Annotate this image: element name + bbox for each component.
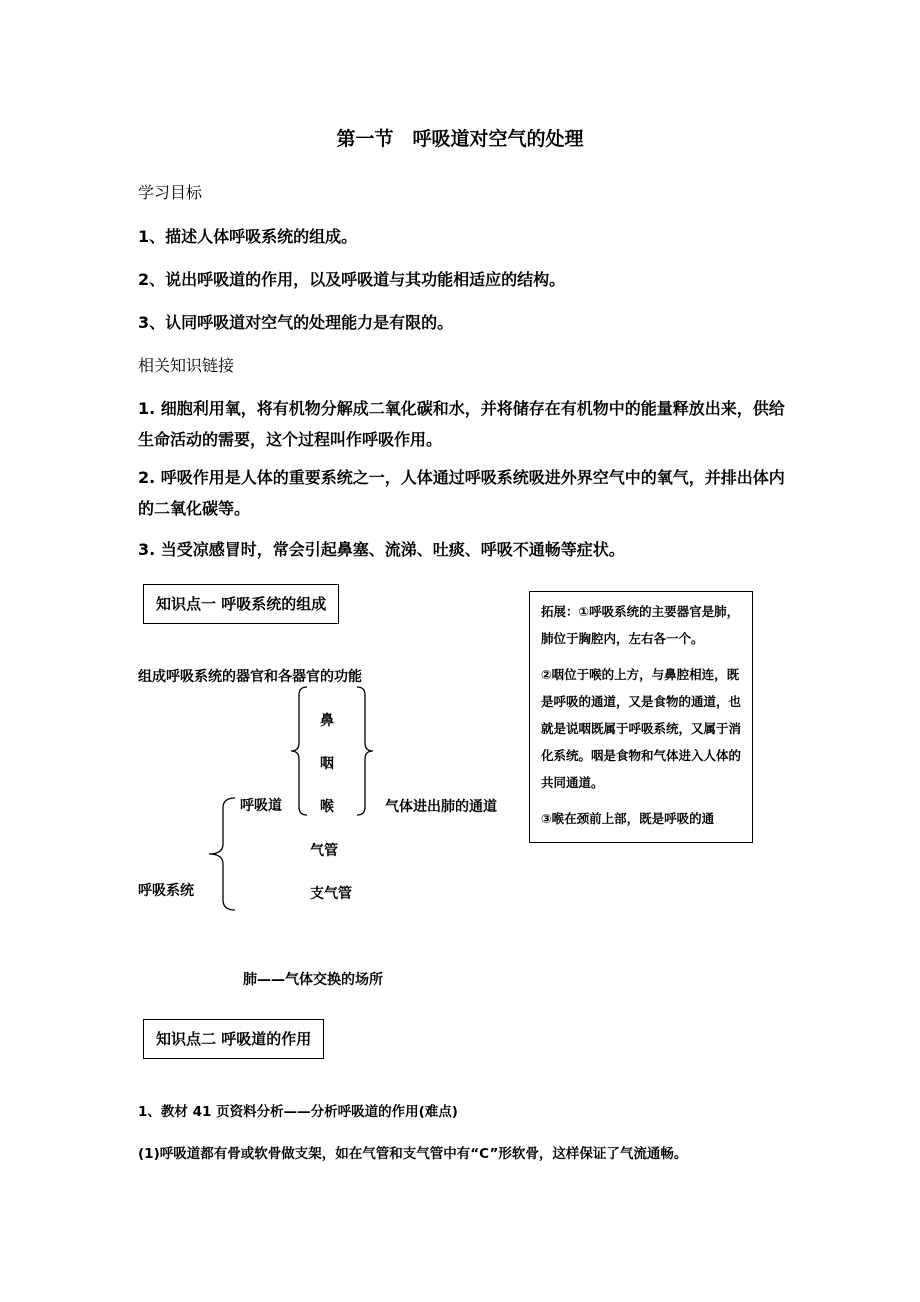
tract-brace-left (289, 685, 307, 817)
diagram-organ-larynx: 喉 (320, 799, 334, 815)
diagram-organ-pharynx: 咽 (320, 756, 334, 772)
objective-item: 3、认同呼吸道对空气的处理能力是有限的。 (138, 313, 454, 332)
diagram-lung-label: 肺——气体交换的场所 (243, 972, 383, 988)
tract-brace-right (357, 685, 375, 817)
knowledge-links-heading: 相关知识链接 (138, 356, 235, 375)
diagram-tract-function: 气体进出肺的通道 (385, 799, 497, 815)
diagram-caption: 组成呼吸系统的器官和各器官的功能 (138, 669, 362, 685)
knowledge-link-item: 1. 细胞利用氧，将有机物分解成二氧化碳和水，并将储存在有机物中的能量释放出来，供给生命活动的需要，这个过程叫作呼吸作用。 (138, 399, 785, 449)
diagram-organ-nose: 鼻 (320, 713, 334, 729)
extension-paragraph: ③喉在颈前上部，既是呼吸的通 (541, 811, 715, 826)
knowledge-link-item: 3. 当受凉感冒时，常会引起鼻塞、流涕、吐痰、呼吸不通畅等症状。 (138, 540, 625, 559)
knowledge-link-item: 2. 呼吸作用是人体的重要系统之一，人体通过呼吸系统吸进外界空气中的氧气，并排出体内的二氧化碳等。 (138, 468, 785, 518)
diagram-tract-label: 呼吸道 (240, 798, 282, 814)
page-title: 第一节 呼吸道对空气的处理 (336, 128, 584, 150)
point2-item-1-sub: (1)呼吸道都有骨或软骨做支架，如在气管和支气管中有“C”形软骨，这样保证了气流通畅。 (138, 1146, 688, 1162)
objective-item: 2、说出呼吸道的作用，以及呼吸道与其功能相适应的结构。 (138, 270, 566, 289)
diagram-organ-bronchi: 支气管 (310, 886, 352, 902)
extension-box (529, 591, 753, 843)
extension-paragraph: 拓展：①呼吸系统的主要器官是肺，肺位于胸腔内，左右各一个。 (541, 604, 740, 646)
diagram-organ-trachea: 气管 (310, 843, 338, 859)
objective-item: 1、描述人体呼吸系统的组成。 (138, 227, 358, 246)
point2-item-1: 1、教材 41 页资料分析——分析呼吸道的作用(难点) (138, 1104, 458, 1120)
extension-paragraph: ②咽位于喉的上方，与鼻腔相连，既是呼吸的通道，又是食物的通道，也就是说咽既属于呼吸系统，又属于消化系统。咽是食物和气体进入人体的共同通道。 (541, 667, 742, 790)
knowledge-point-2-box: 知识点二 呼吸道的作用 (143, 1019, 324, 1059)
root-brace (205, 796, 235, 914)
objectives-heading: 学习目标 (138, 183, 203, 202)
diagram-root-label: 呼吸系统 (138, 883, 194, 899)
knowledge-point-1-box: 知识点一 呼吸系统的组成 (143, 584, 339, 624)
